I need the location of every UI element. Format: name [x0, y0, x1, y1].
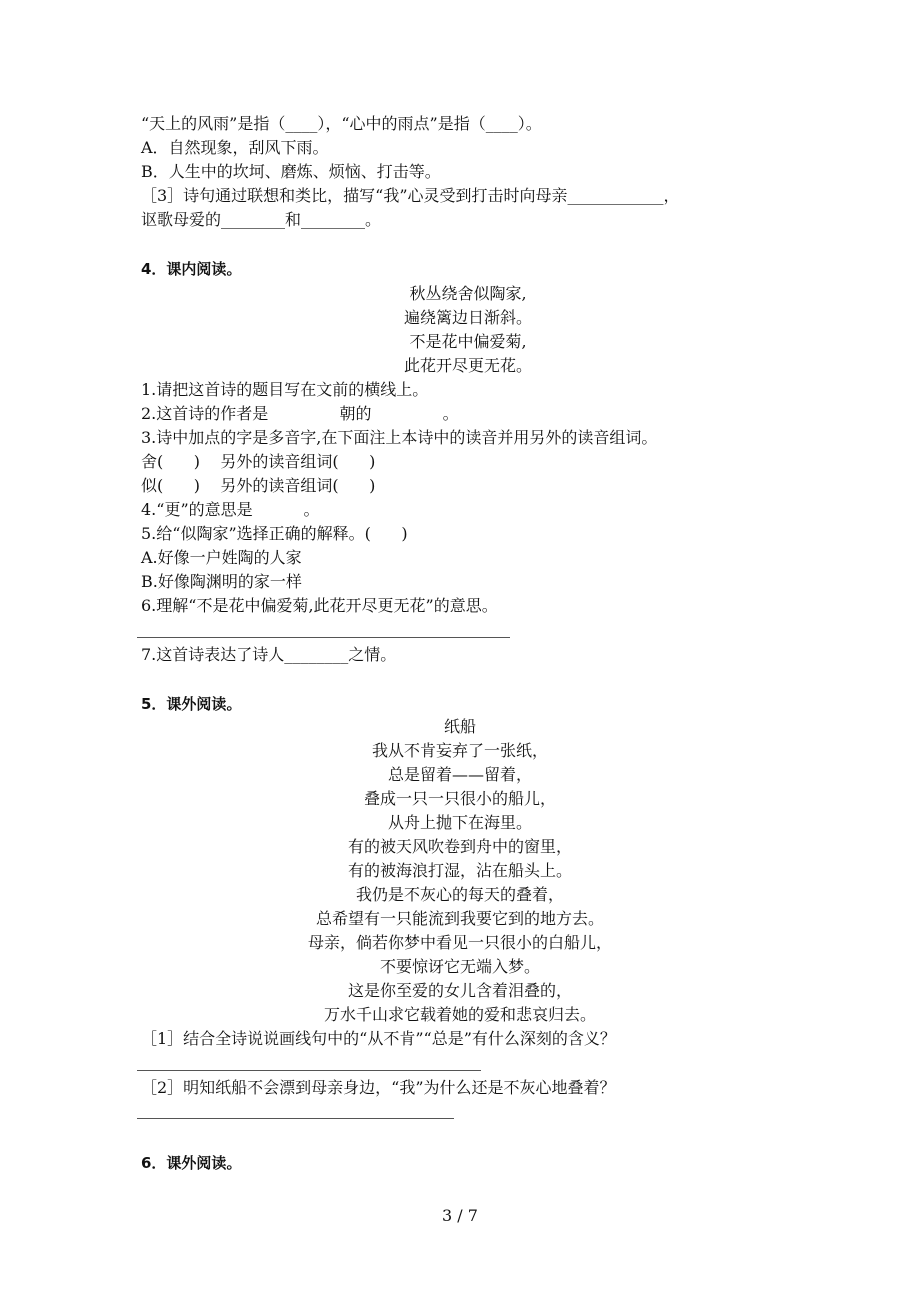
q5-poem-line-7: 我仍是不灰心的每天的叠着，: [355, 885, 564, 904]
q4-item-7: 7.这首诗表达了诗人________之情。: [141, 645, 397, 664]
q5-sub-question-1: ［1］结合全诗说说画线句中的“从不肯”“总是”有什么深刻的含义？: [141, 1029, 616, 1048]
q5-poem-line-6: 有的被海浪打湿，沾在船头上。: [347, 861, 572, 880]
q4-poem-line-3: 不是花中偏爱菊,: [409, 332, 527, 351]
q5-poem-line-10: 不要惊讶它无端入梦。: [379, 957, 540, 976]
q5-poem-line-2: 总是留着——留着，: [387, 765, 532, 784]
q3-option-a: A．自然现象，刮风下雨。: [141, 138, 329, 157]
q4-item-3-she: 舍( ) 另外的读音组词( ): [141, 452, 376, 471]
q5-sub-question-2: ［2］明知纸船不会漂到母亲身边，“我”为什么还是不灰心地叠着？: [141, 1078, 616, 1097]
q3-sub3-line1: ［3］诗句通过联想和类比，描写“我”心灵受到打击时向母亲____________，: [141, 186, 680, 205]
q4-item-5-option-b: B.好像陶渊明的家一样: [141, 572, 302, 591]
q3-blank-question: “天上的风雨”是指（____），“心中的雨点”是指（____）。: [141, 114, 542, 133]
q5-heading: 5．课外阅读。: [141, 695, 242, 713]
q5-sub2-answer-line: [137, 1118, 454, 1119]
page-number: 3 / 7: [442, 1206, 478, 1225]
q4-poem-line-4: 此花开尽更无花。: [403, 356, 532, 375]
q4-item-6: 6.理解“不是花中偏爱菊,此花开尽更无花”的意思。: [141, 596, 498, 615]
q5-poem-title: 纸船: [443, 717, 476, 736]
q3-option-b: B．人生中的坎坷、磨炼、烦恼、打击等。: [141, 162, 441, 181]
q4-item-2: 2.这首诗的作者是 朝的 。: [141, 404, 459, 423]
q4-item-1: 1.请把这首诗的题目写在文前的横线上。: [141, 380, 429, 399]
q4-poem-line-1: 秋丛绕舍似陶家,: [409, 284, 527, 303]
q4-item-5: 5.给“似陶家”选择正确的解释。( ): [141, 524, 408, 543]
q4-item-3-si: 似( ) 另外的读音组词( ): [141, 476, 376, 495]
q4-poem-line-2: 遍绕篱边日渐斜。: [403, 308, 532, 327]
q4-item-3: 3.诗中加点的字是多音字,在下面注上本诗中的读音并用另外的读音组词。: [141, 428, 658, 447]
q5-poem-line-11: 这是你至爱的女儿含着泪叠的，: [347, 981, 572, 1000]
q4-heading: 4．课内阅读。: [141, 260, 242, 278]
q4-item-6-answer-line: [137, 637, 510, 638]
q5-poem-line-9: 母亲，倘若你梦中看见一只很小的白船儿，: [307, 933, 612, 952]
q5-poem-line-8: 总希望有一只能流到我要它到的地方去。: [315, 909, 604, 928]
q6-heading: 6．课外阅读。: [141, 1154, 242, 1172]
q5-poem-line-5: 有的被天风吹卷到舟中的窗里，: [347, 837, 572, 856]
q4-item-4: 4.“更”的意思是 。: [141, 500, 320, 519]
q5-sub1-answer-line: [137, 1070, 481, 1071]
q4-item-5-option-a: A.好像一户姓陶的人家: [141, 548, 302, 567]
q5-poem-line-1: 我从不肯妄弃了一张纸，: [371, 741, 548, 760]
q5-poem-line-3: 叠成一只一只很小的船儿，: [363, 789, 556, 808]
q5-poem-line-12: 万水千山求它载着她的爱和悲哀归去。: [323, 1005, 596, 1024]
q5-poem-line-4: 从舟上抛下在海里。: [387, 813, 532, 832]
q3-sub3-line2: 讴歌母爱的________和________。: [141, 210, 382, 229]
